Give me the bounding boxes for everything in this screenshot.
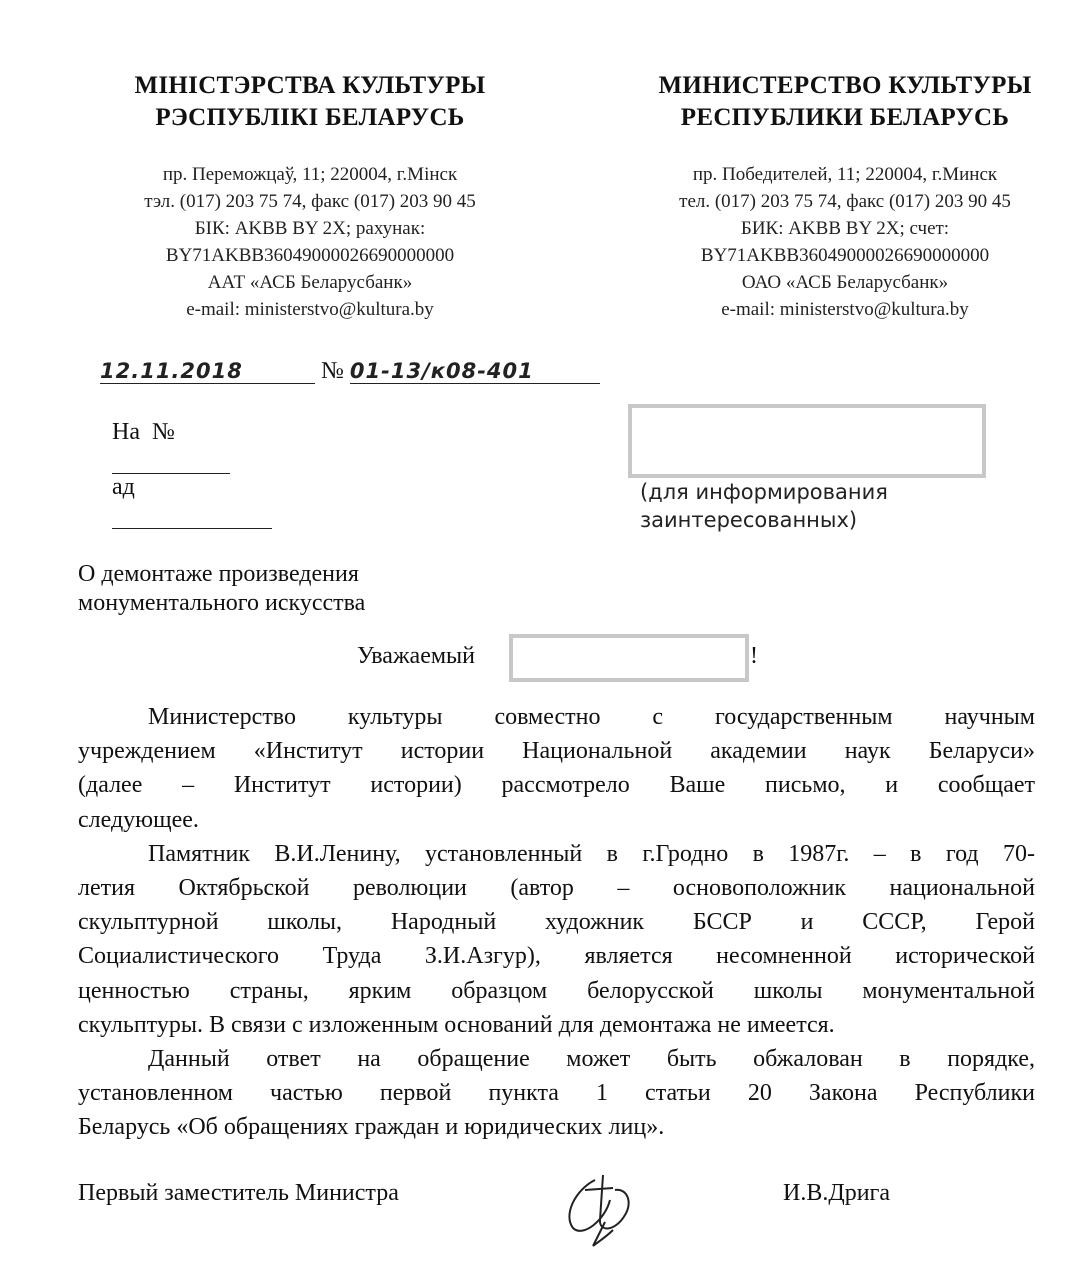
- body-line: следующее.: [78, 806, 199, 833]
- paragraph: [78, 700, 1035, 837]
- subject: [78, 560, 365, 618]
- address-line: BY71AKBB36049000026690000000: [700, 245, 990, 266]
- number-label: №: [321, 358, 344, 384]
- subject-line: О демонтаже произведения: [78, 561, 359, 587]
- address-line: БІК: AKBB BY 2X; рахунак:: [194, 218, 426, 239]
- body-line: Министерство культуры совместно с государственным научным: [148, 704, 1035, 730]
- address-line: ОАО «АСБ Беларусбанк»: [741, 272, 949, 293]
- recipient-note: [640, 478, 888, 534]
- address-line: ААТ «АСБ Беларусбанк»: [207, 272, 413, 293]
- note-line: заинтересованных): [640, 508, 858, 532]
- reference-line: [100, 392, 272, 529]
- address-line: тел. (017) 203 75 74, факс (017) 203 90 45: [679, 191, 1011, 212]
- body-line: ценностью страны, ярким образцом белорусской школы монументальной: [78, 977, 1035, 1004]
- redacted-recipient: [628, 404, 986, 478]
- body-line: Данный ответ на обращение может быть обжалован в порядке,: [148, 1046, 1035, 1073]
- signatory-position: Первый заместитель Министра: [78, 1180, 399, 1206]
- body-line: скульптурной школы, Народный художник БССР и СССР, Герой: [78, 909, 1035, 936]
- body-line: скульптуры. В связи с изложенным оснований для демонтажа не имеется.: [78, 1011, 835, 1038]
- address-line: e-mail: ministerstvo@kultura.by: [721, 299, 969, 320]
- body-line: (далее – Институт истории) рассмотрело Ваше письмо, и сообщает: [78, 772, 1035, 799]
- address-line: БИК: AKBB BY 2X; счет:: [740, 218, 950, 239]
- address-line: пр. Победителей, 11; 220004, г.Минск: [692, 164, 998, 185]
- registration-line: [100, 358, 600, 385]
- greeting-suffix: !: [750, 643, 758, 669]
- address-line: e-mail: ministerstvo@kultura.by: [186, 299, 434, 320]
- body-line: учреждением «Институт истории Национальной академии наук Беларуси»: [78, 738, 1035, 765]
- header-by-address: [90, 161, 530, 323]
- header-line: МИНИСТЕРСТВО КУЛЬТУРЫ: [658, 72, 1032, 99]
- paragraph: [78, 1042, 1035, 1145]
- address-line: BY71AKBB36049000026690000000: [165, 245, 455, 266]
- note-line: (для информирования: [640, 480, 888, 504]
- paragraph: [78, 837, 1035, 1042]
- header-ru-address: [620, 161, 1070, 323]
- header-by-title: [90, 70, 530, 134]
- body-line: Социалистического Труда З.И.Азгур), является несомненной исторической: [78, 943, 1035, 970]
- ref-label: На №: [112, 419, 175, 445]
- address-line: тэл. (017) 203 75 74, факс (017) 203 90 45: [144, 191, 476, 212]
- signature-icon: [555, 1160, 645, 1250]
- header-line: РЭСПУБЛІКІ БЕЛАРУСЬ: [155, 104, 465, 131]
- greeting: [357, 643, 475, 670]
- ref-number-blank: [112, 446, 230, 474]
- subject-line: монументального искусства: [78, 590, 366, 616]
- number-handwritten: 01-13/к08-401: [350, 359, 600, 384]
- header-ru-title: [620, 70, 1070, 134]
- body-line: установленном частью первой пункта 1 статьи 20 Закона Республики: [78, 1080, 1035, 1107]
- letter-body: [78, 700, 1035, 1145]
- redacted-name: [509, 634, 749, 682]
- header-line: МІНІСТЭРСТВА КУЛЬТУРЫ: [134, 72, 486, 99]
- body-line: Памятник В.И.Ленину, установленный в г.Гродно в 1987г. – в год 70-: [148, 840, 1035, 867]
- ref-date-blank: [112, 501, 272, 529]
- address-line: пр. Переможцаў, 11; 220004, г.Мінск: [162, 164, 458, 185]
- greeting-prefix: Уважаемый: [357, 643, 475, 669]
- signatory-name: И.В.Дрига: [783, 1180, 891, 1206]
- body-line: летия Октябрьской революции (автор – основоположник национальной: [78, 875, 1035, 902]
- date-handwritten: 12.11.2018: [100, 359, 315, 384]
- from-label: ад: [112, 474, 135, 500]
- body-line: Беларусь «Об обращениях граждан и юридических лиц».: [78, 1114, 665, 1141]
- header-line: РЕСПУБЛИКИ БЕЛАРУСЬ: [680, 104, 1010, 131]
